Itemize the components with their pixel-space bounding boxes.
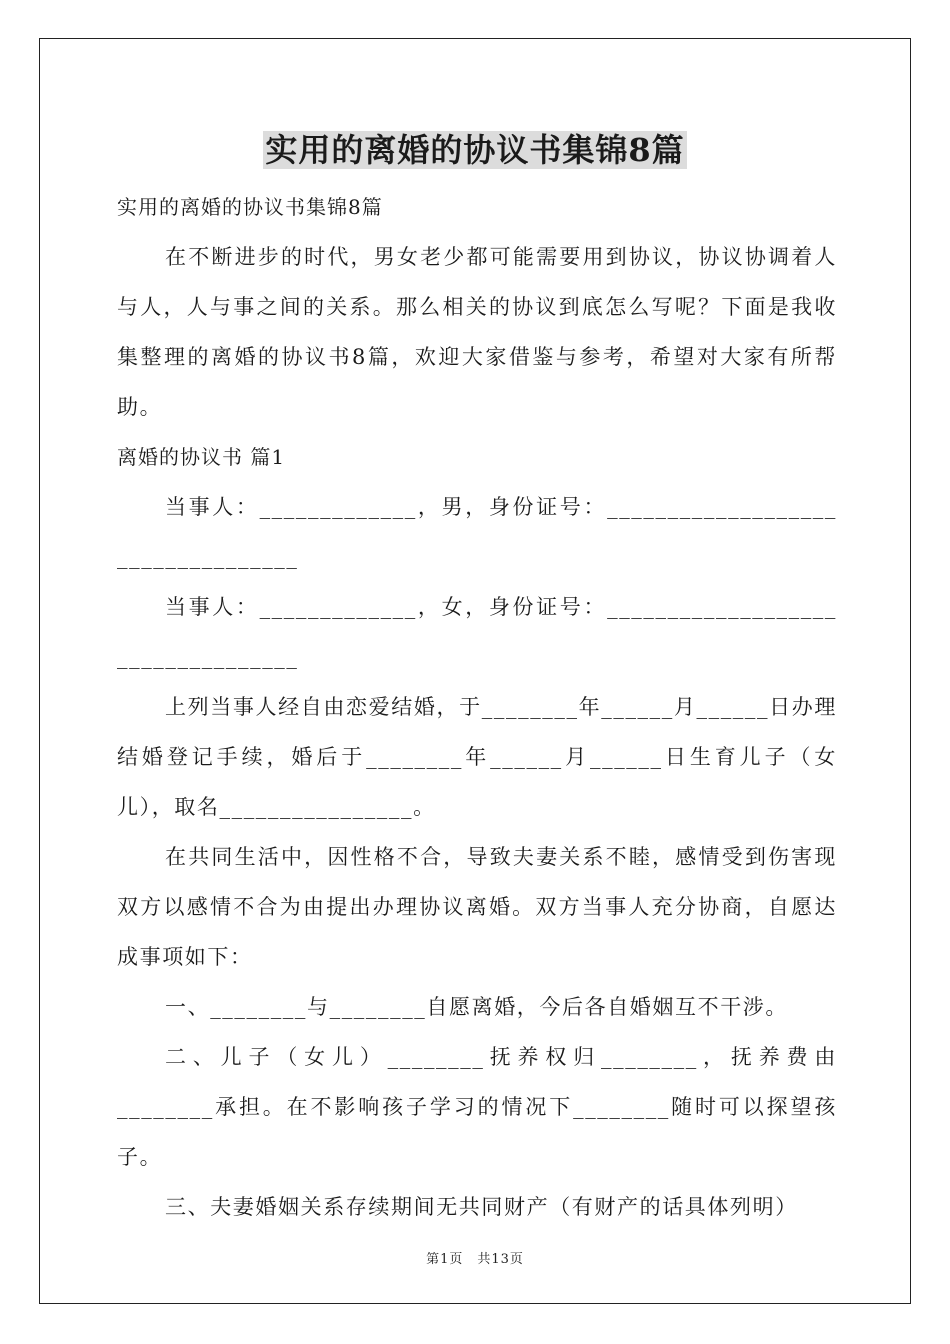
reason-paragraph: 在共同生活中，因性格不合，导致夫妻关系不睦，感情受到伤害现双方以感情不合为由提出办理协议离婚。双方当事人充分协商，自愿达成事项如下： xyxy=(117,845,837,969)
document-subtitle: 实用的离婚的协议书集锦8篇 xyxy=(117,195,383,219)
section-heading: 离婚的协议书 篇1 xyxy=(117,445,286,469)
document-body xyxy=(117,182,837,1232)
page-footer xyxy=(0,1248,950,1267)
marriage-paragraph: 上列当事人经自由恋爱结婚，于________年______月______日办理结婚登记手续，婚后于________年______月______日生育儿子（女儿），取名________________。 xyxy=(117,695,837,819)
document-title xyxy=(0,128,950,172)
party-male-line: 当事人：_____________，男，身份证号：___________________ _______________ xyxy=(117,495,837,569)
page-number: 第1页 xyxy=(426,1252,464,1267)
agreement-item-3: 三、夫妻婚姻关系存续期间无共同财产（有财产的话具体列明） xyxy=(165,1195,798,1219)
agreement-item-2: 二、儿子（女儿）________抚养权归________，抚养费由________承担。在不影响孩子学习的情况下________随时可以探望孩子。 xyxy=(117,1045,837,1169)
agreement-item-1: 一、________与________自愿离婚，今后各自婚姻互不干涉。 xyxy=(165,995,788,1019)
document-title-text: 实用的离婚的协议书集锦8篇 xyxy=(265,131,685,169)
intro-paragraph: 在不断进步的时代，男女老少都可能需要用到协议，协议协调着人与人，人与事之间的关系。那么相关的协议到底怎么写呢？下面是我收集整理的离婚的协议书8篇，欢迎大家借鉴与参考，希望对大家有所帮助。 xyxy=(117,245,837,419)
page-total: 共13页 xyxy=(477,1252,524,1267)
party-female-line: 当事人：_____________，女，身份证号：___________________ _______________ xyxy=(117,595,837,669)
